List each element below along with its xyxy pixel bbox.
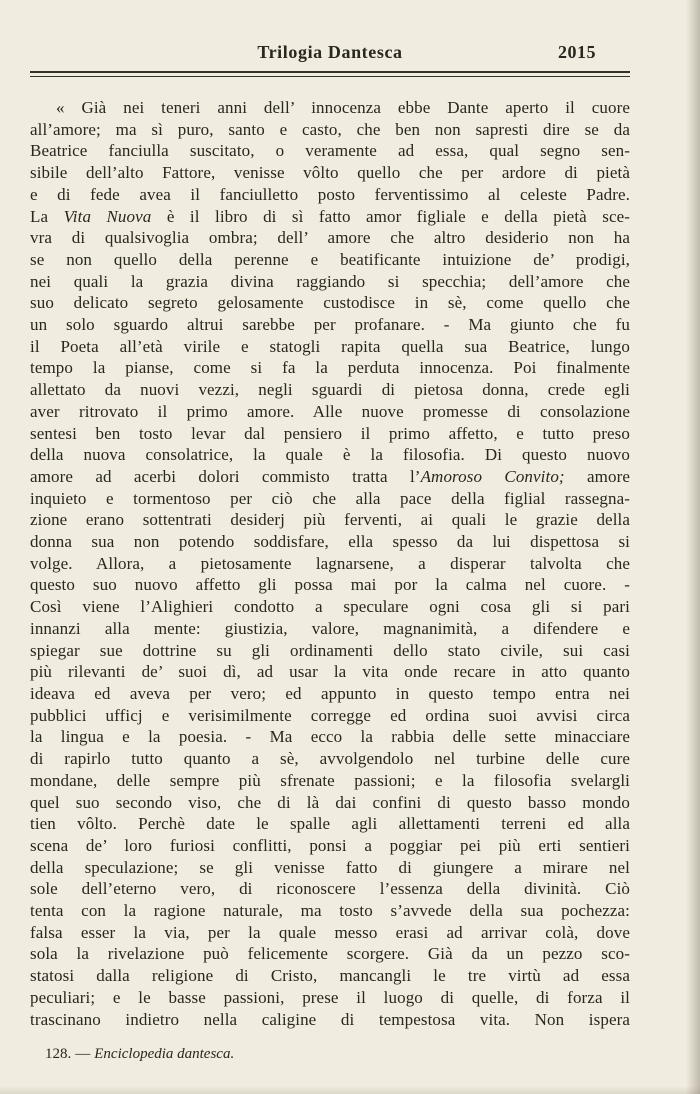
body-line: inquieto e tormentoso per ciò che alla pace della figlial rassegna- — [30, 488, 630, 508]
body-line: sibile dell’alto Fattore, venisse vôlto quello che per ardore di pietà — [30, 163, 630, 183]
body-line: aver ritrovato il primo amore. Alle nuove promesse di consolazione — [30, 401, 630, 421]
body-line: sentesi ben tosto levar dal pensiero il primo affetto, e tutto preso — [30, 423, 630, 443]
body-line: di rapirlo tutto quanto a sè, avvolgendolo nel turbine delle cure — [30, 749, 630, 769]
body-line: la lingua e la poesia. - Ma ecco la rabbia delle sette minacciare — [30, 727, 630, 747]
footer-signature-number: 128. — [45, 1046, 72, 1063]
body-line: questo suo nuovo affetto gli possa mai por la calma nel cuore. - — [30, 575, 630, 595]
body-line: e di fede avea il fanciulletto posto ferventissimo al celeste Padre. — [30, 184, 630, 204]
footer-work-title: Enciclopedia dantesca. — [94, 1046, 235, 1063]
body-line: sola la rivelazione può felicemente scorgere. Già da un pezzo sco- — [30, 944, 630, 964]
footer-separator: — — [75, 1046, 91, 1063]
scan-edge-shadow-right — [686, 0, 700, 1094]
body-line: tempo la pianse, come si fa la perduta innocenza. Poi finalmente — [30, 358, 630, 378]
page-number: 2015 — [558, 42, 596, 62]
body-line: trascinano indietro nella caligine di tempestosa vita. Non ispera — [30, 1009, 630, 1029]
body-line: innanzi alla mente: giustizia, valore, magnanimità, a difendere e — [30, 618, 630, 638]
body-line: sole dell’eterno vero, di riconoscere l’essenza della divinità. Ciò — [30, 879, 630, 899]
body-line: della nuova consolatrice, la quale è la filosofia. Di questo nuovo — [30, 445, 630, 465]
body-line: statosi dalla religione di Cristo, mancangli le tre virtù ad essa — [30, 966, 630, 986]
body-line: donna sua non potendo soddisfare, ella spesso da lui dispettosa si — [30, 532, 630, 552]
body-line: peculiari; e le basse passioni, prese il luogo di quelle, di forza il — [30, 987, 630, 1007]
body-line: La Vita Nuova è il libro di sì fatto amor figliale e della pietà sce- — [30, 206, 631, 226]
body-line: spiegar sue dottrine su gli ordinamenti dello stato civile, sui casi — [30, 640, 630, 660]
body-line: suo delicato segreto gelosamente custodisce in sè, come quello che — [30, 293, 630, 313]
body-line: nei quali la grazia divina raggiando si specchia; dell’amore che — [30, 271, 630, 291]
body-line: zione erano sottentrati desiderj più ferventi, ai quali le grazie della — [30, 510, 630, 530]
body-line: un solo sguardo altrui sarebbe per profanare. - Ma giunto che fu — [30, 315, 630, 335]
body-line: allettato da nuovi vezzi, negli sguardi di pietosa donna, crede egli — [30, 380, 630, 400]
body-line: il Poeta all’età virile e statogli rapita quella sua Beatrice, lungo — [30, 336, 630, 356]
body-line: se non quello della perenne e beatificante intuizione de’ prodigi, — [30, 249, 630, 269]
body-line: più rilevanti de’ suoi dì, ad usar la vita onde recare in atto quanto — [30, 662, 630, 682]
body-line: vra di qualsivoglia ombra; dell’ amore che altro desiderio non ha — [30, 228, 630, 248]
text-block — [30, 97, 630, 1030]
body-line: quel suo secondo viso, che di là dai confini di questo basso mondo — [30, 792, 630, 812]
body-line: tien vôlto. Perchè date le spalle agli allettamenti terreni ed alla — [30, 814, 630, 834]
page-footer — [30, 1046, 630, 1063]
body-line: mondane, delle sempre più sfrenate passioni; e la filosofia svelargli — [30, 770, 630, 790]
body-line: della speculazione; se gli venisse fatto di giungere a mirare nel — [30, 857, 630, 877]
scan-edge-shadow-bottom — [0, 1086, 700, 1094]
body-line: « Già nei teneri anni dell’ innocenza ebbe Dante aperto il cuore — [56, 98, 630, 117]
running-title: Trilogia Dantesca — [257, 42, 403, 62]
page-header — [30, 42, 630, 66]
body-line: scena de’ loro furiosi conflitti, ponsi a poggiar pei più erti sentieri — [30, 835, 630, 855]
body-line: Beatrice fanciulla suscitato, o veramente ad essa, qual segno sen- — [30, 141, 630, 161]
header-double-rule — [30, 71, 630, 77]
body-line: Così viene l’Alighieri condotto a speculare ogni cosa gli si pari — [30, 597, 630, 617]
body-line: volge. Allora, a pietosamente lagnarsene, a disperar talvolta che — [30, 553, 630, 573]
body-line: falsa esser la via, per la quale messo erasi ad arrivar colà, dove — [30, 922, 630, 942]
body-line: amore ad acerbi dolori commisto tratta l’Amoroso Convito; amore — [30, 466, 631, 486]
body-line: all’amore; ma sì puro, santo e casto, che ben non sapresti dire se da — [30, 119, 630, 139]
body-line: tenta con la ragione naturale, ma tosto s’avvede della sua pochezza: — [30, 901, 630, 921]
body-line: ideava ed aveva per vero; ed appunto in questo tempo entra nei — [30, 683, 630, 703]
body-line: pubblici ufficj e verisimilmente corregge ed ordina suoi avvisi circa — [30, 705, 630, 725]
